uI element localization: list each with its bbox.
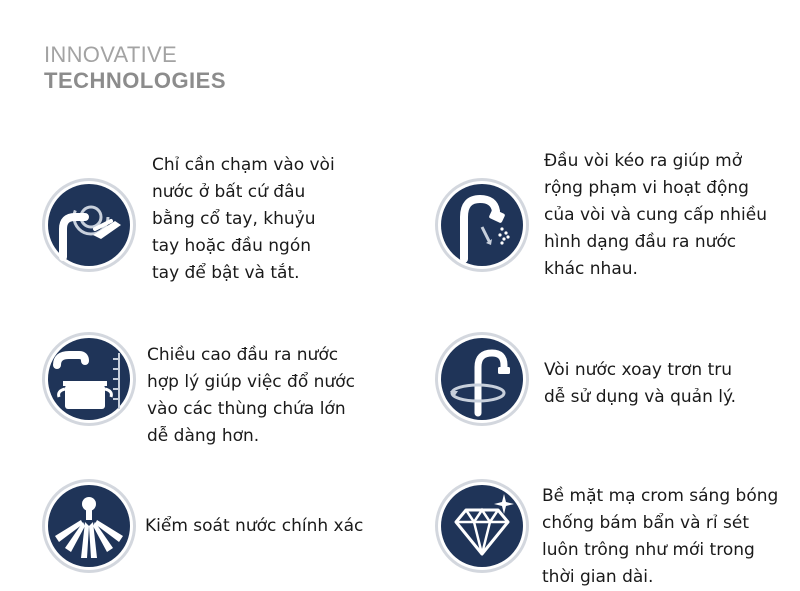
feature-line: dễ dàng hơn. [147,426,260,446]
feature-line: Vòi nước xoay trơn tru [544,360,733,380]
feature-line: Bề mặt mạ crom sáng bóng [542,486,779,506]
feature-text-diamond [542,483,778,591]
heading-line-innovative: INNOVATIVE [44,42,177,67]
feature-line: luôn trông như mới trong [542,540,755,560]
feature-text-touch [152,152,335,287]
feature-line: tay để bật và tắt. [152,263,300,283]
spout-height-icon [41,331,137,427]
feature-text-flow-control [145,513,363,540]
feature-line: hợp lý giúp việc đổ nước [147,372,355,392]
feature-line: Chiều cao đầu ra nước [147,345,339,365]
feature-line: chống bám bẩn và rỉ sét [542,513,750,533]
feature-text-pull-out [544,148,767,283]
feature-text-swivel [544,357,736,411]
feature-text-spout-height [147,342,355,450]
feature-line: của vòi và cung cấp nhiều [544,205,767,225]
feature-line: khác nhau. [544,259,638,279]
feature-line: tay hoặc đầu ngón [152,236,312,256]
feature-line: thời gian dài. [542,567,654,587]
feature-line: Đầu vòi kéo ra giúp mở [544,151,743,171]
swivel-spout-icon [434,331,530,427]
touch-faucet-icon [41,177,137,273]
feature-line: vào các thùng chứa lớn [147,399,346,419]
feature-line: Chỉ cần chạm vào vòi [152,155,335,175]
heading-line-technologies: TECHNOLOGIES [44,68,227,93]
pull-out-spray-icon [434,177,530,273]
feature-line: bằng cổ tay, khuỷu [152,209,316,229]
feature-line: hình dạng đầu ra nước [544,232,737,252]
diamond-chrome-icon [434,478,530,574]
feature-line: Kiểm soát nước chính xác [145,516,364,536]
feature-line: nước ở bất cứ đâu [152,182,306,202]
feature-line: dễ sử dụng và quản lý. [544,387,737,407]
section-heading [44,42,226,94]
flow-control-icon [41,478,137,574]
feature-line: rộng phạm vi hoạt động [544,178,749,198]
